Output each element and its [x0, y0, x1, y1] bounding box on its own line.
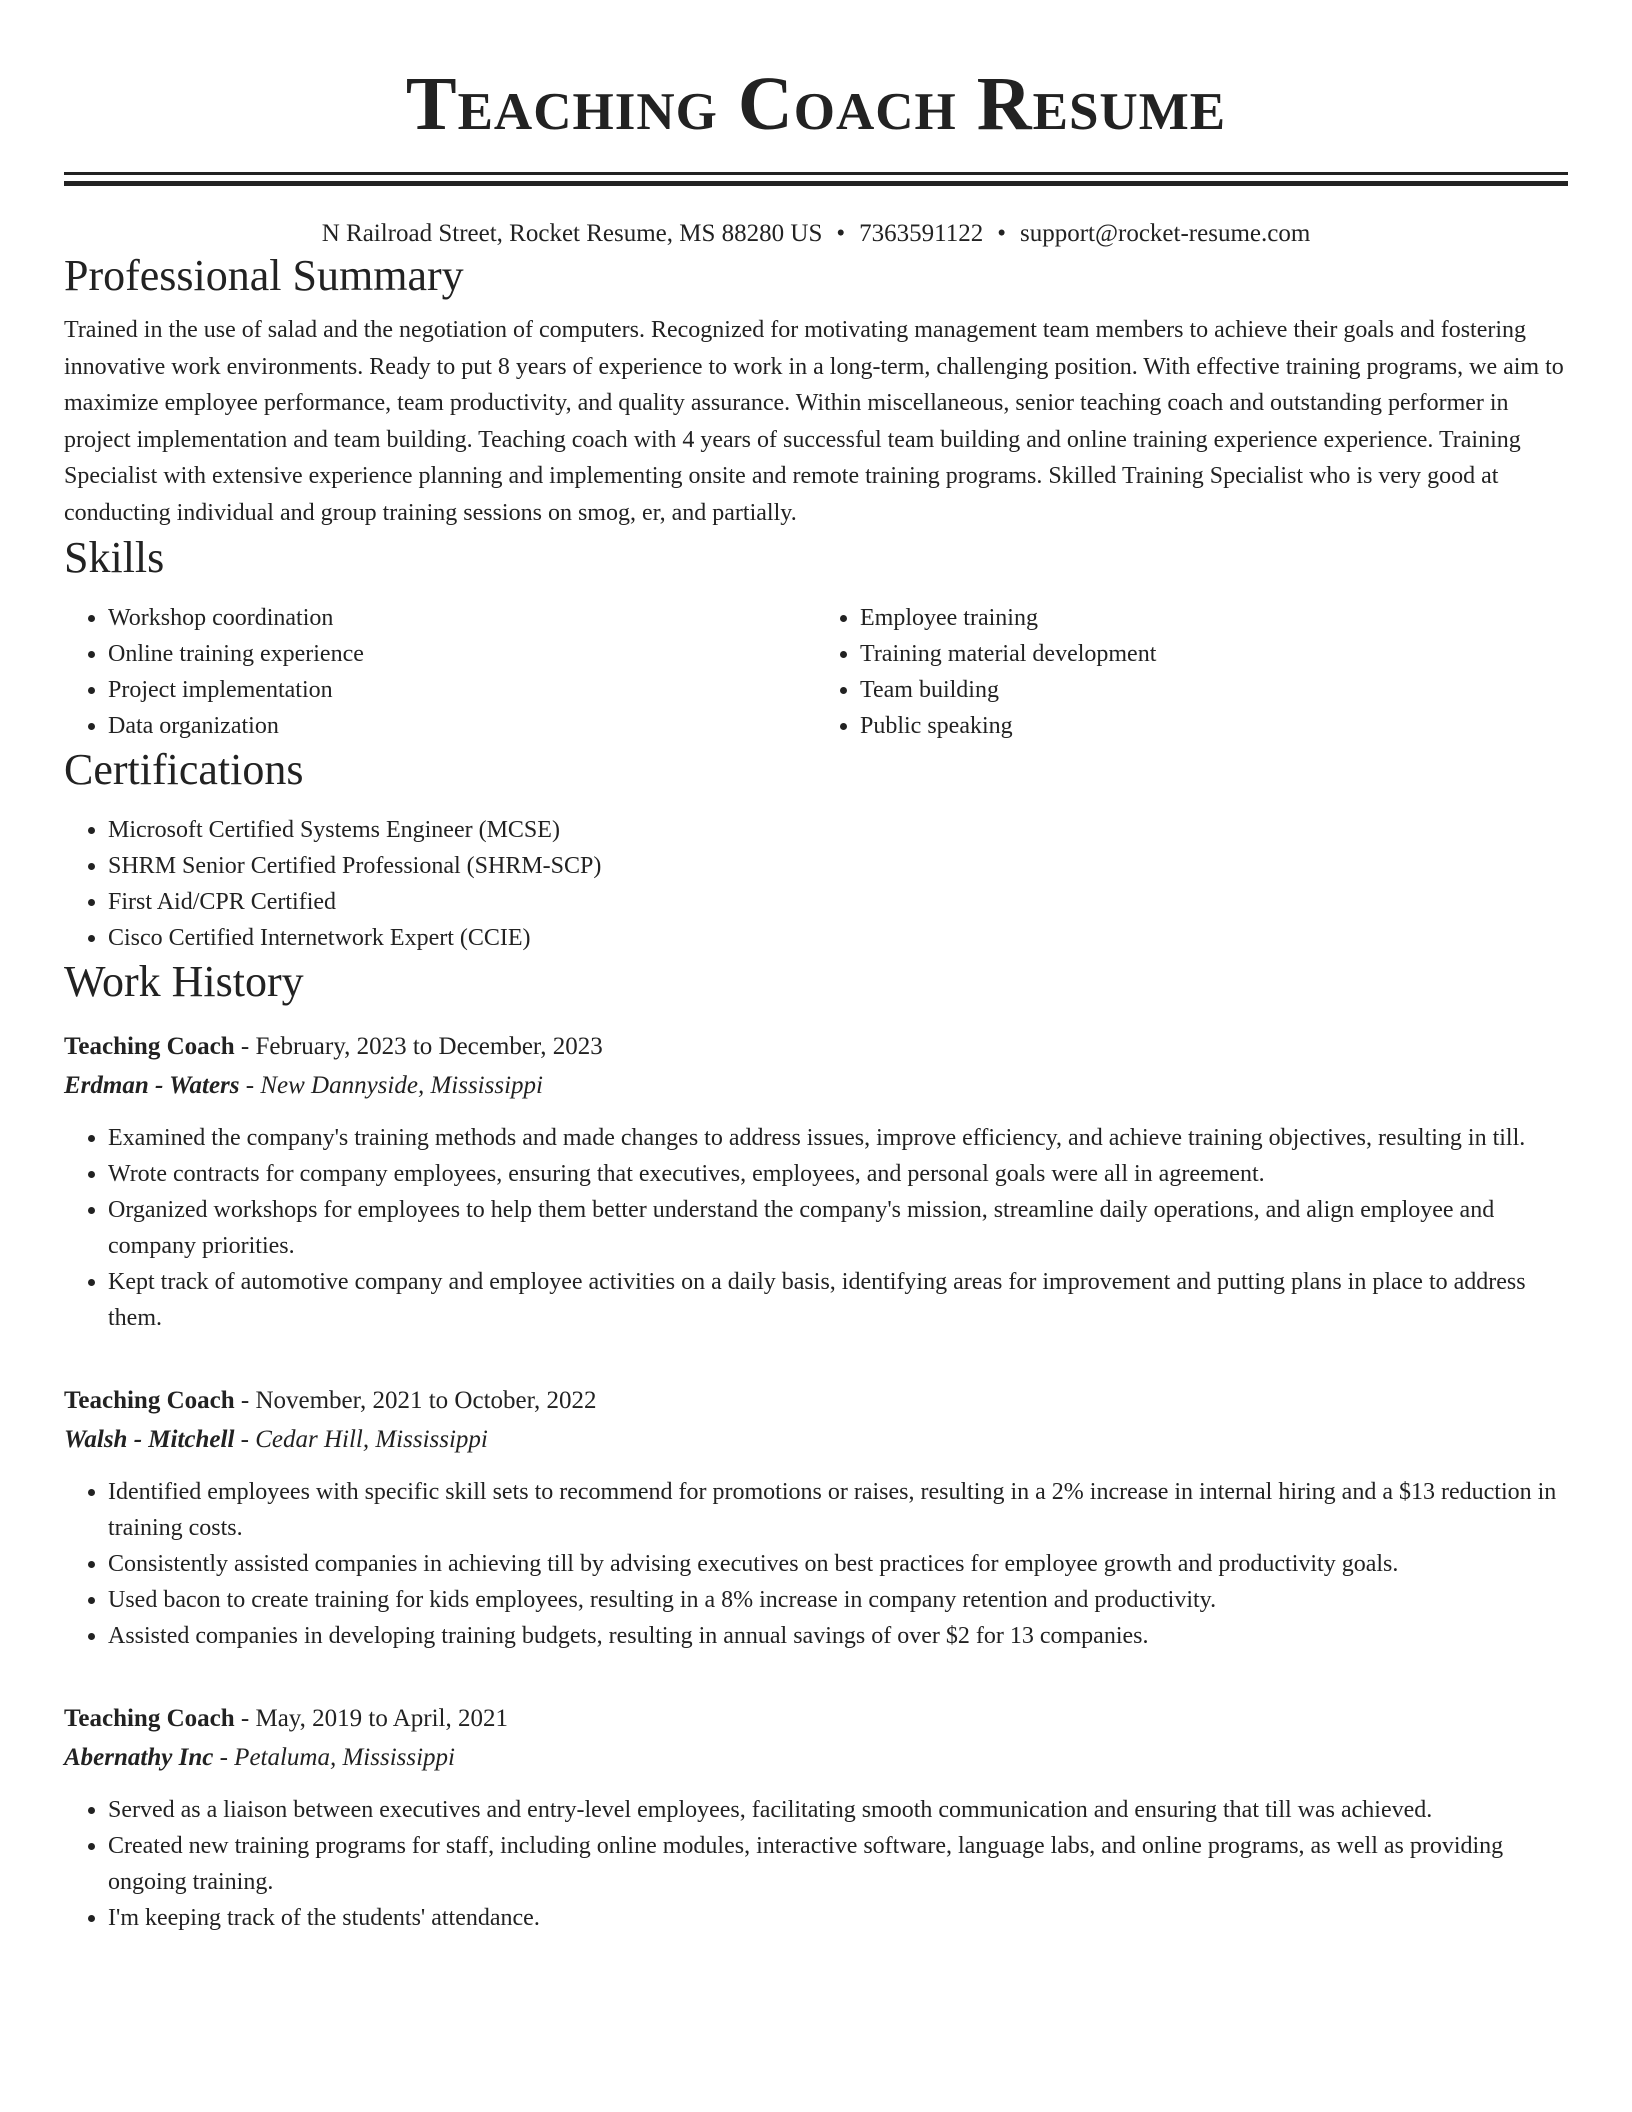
skills-heading: Skills: [64, 532, 165, 582]
job-bullet: • Organized workshops for employees to help them better understand the company's mission, streamline daily operations, and align employee and company priorities.: [108, 1192, 1568, 1264]
company-line: [64, 1420, 1568, 1460]
title-divider: [64, 172, 1568, 175]
skill-item: • Workshop coordination: [108, 600, 816, 636]
job-title: Teaching Coach: [64, 1032, 235, 1060]
work-history-heading: Work History: [64, 956, 304, 1006]
skill-item: • Project implementation: [108, 672, 816, 708]
job-bullet: • Identified employees with specific skill sets to recommend for promotions or raises, resulting in a 2% increase in internal hiring and a $13 reduction in training costs.: [108, 1474, 1568, 1546]
resume-title: Teaching Coach Resume: [405, 62, 1227, 146]
skill-item: • Public speaking: [860, 708, 1568, 744]
skill-item: • Team building: [860, 672, 1568, 708]
company-name: Abernathy Inc: [64, 1743, 214, 1771]
job-dates: - February, 2023 to December, 2023: [234, 1032, 603, 1060]
certifications-list: [64, 812, 1568, 956]
contact-separator: •: [836, 220, 846, 247]
job-bullets: [64, 1792, 1568, 1936]
skill-item: • Employee training: [860, 600, 1568, 636]
company-location: - Petaluma, Mississippi: [213, 1743, 456, 1771]
job-bullet: • Used bacon to create training for kids employees, resulting in a 8% increase in company retention and productivity.: [108, 1582, 1568, 1618]
certification-item: • SHRM Senior Certified Professional (SHRM-SCP): [108, 848, 1568, 884]
job-bullets: [64, 1474, 1568, 1654]
skill-item: • Online training experience: [108, 636, 816, 672]
job-bullet: • Wrote contracts for company employees, ensuring that executives, employees, and personal goals were all in agreement.: [108, 1156, 1568, 1192]
skill-item: • Training material development: [860, 636, 1568, 672]
skills-list-right: [816, 600, 1568, 744]
job-title: Teaching Coach: [64, 1704, 235, 1732]
job-bullet: • Created new training programs for staff, including online modules, interactive software, language labs, and online programs, as well as providing ongoing training.: [108, 1828, 1568, 1900]
job-bullet: • Kept track of automotive company and employee activities on a daily basis, identifying areas for improvement and putting plans in place to address them.: [108, 1264, 1568, 1336]
job-bullet: • Examined the company's training methods and made changes to address issues, improve efficiency, and achieve training objectives, resulting in till.: [108, 1120, 1568, 1156]
skill-item: • Data organization: [108, 708, 816, 744]
contact-phone: 7363591122: [859, 220, 984, 247]
job-bullet: • Served as a liaison between executives and entry-level employees, facilitating smooth communication and ensuring that till was achieved.: [108, 1792, 1568, 1828]
company-location: - New Dannyside, Mississippi: [239, 1071, 543, 1099]
job-bullets: [64, 1120, 1568, 1336]
company-line: [64, 1066, 1568, 1106]
certification-item: • First Aid/CPR Certified: [108, 884, 1568, 920]
job-dates: - November, 2021 to October, 2022: [234, 1386, 597, 1414]
summary-heading: Professional Summary: [64, 251, 464, 300]
title-divider-thick: [64, 181, 1568, 186]
contact-line: [64, 218, 1568, 250]
company-line: [64, 1738, 1568, 1778]
job-entry: [64, 1700, 1568, 1936]
job-bullet: • Assisted companies in developing training budgets, resulting in annual savings of over $2 for 13 companies.: [108, 1618, 1568, 1654]
company-name: Erdman - Waters: [64, 1071, 240, 1099]
skills-list-left: [64, 600, 816, 744]
job-entry: [64, 1382, 1568, 1654]
job-title: Teaching Coach: [64, 1386, 235, 1414]
certification-item: • Microsoft Certified Systems Engineer (MCSE): [108, 812, 1568, 848]
contact-email: support@rocket-resume.com: [1019, 220, 1311, 247]
certification-item: • Cisco Certified Internetwork Expert (CCIE): [108, 920, 1568, 956]
job-bullet: • Consistently assisted companies in achieving till by advising executives on best practices for employee growth and productivity goals.: [108, 1546, 1568, 1582]
job-title-line: [64, 1382, 1568, 1420]
job-title-line: [64, 1028, 1568, 1066]
skills-columns: [64, 600, 1568, 744]
company-name: Walsh - Mitchell: [64, 1425, 235, 1453]
job-title-line: [64, 1700, 1568, 1738]
summary-text: Trained in the use of salad and the negotiation of computers. Recognized for motivating management team members to achieve their goals and fostering innovative work environments. Ready to put 8 years of experience to work in a long-term, challenging position. With effective training programs, we aim to maximize employee performance, team productivity, and quality assurance. Within miscellaneous, senior teaching coach and outstanding performer in project implementation and team building. Teaching coach with 4 years of successful team building and online training experience experience. Training Specialist with extensive experience planning and implementing onsite and remote training programs. Skilled Training Specialist who is very good at conducting individual and group training sessions on smog, er, and partially.: [64, 317, 1564, 526]
certifications-heading: Certifications: [64, 744, 304, 794]
job-bullet: • I'm keeping track of the students' attendance.: [108, 1900, 1568, 1936]
job-entry: [64, 1028, 1568, 1336]
contact-separator: •: [997, 220, 1006, 247]
contact-address: N Railroad Street, Rocket Resume, MS 88280 US: [321, 220, 823, 247]
company-location: - Cedar Hill, Mississippi: [234, 1425, 488, 1453]
job-dates: - May, 2019 to April, 2021: [234, 1704, 509, 1732]
